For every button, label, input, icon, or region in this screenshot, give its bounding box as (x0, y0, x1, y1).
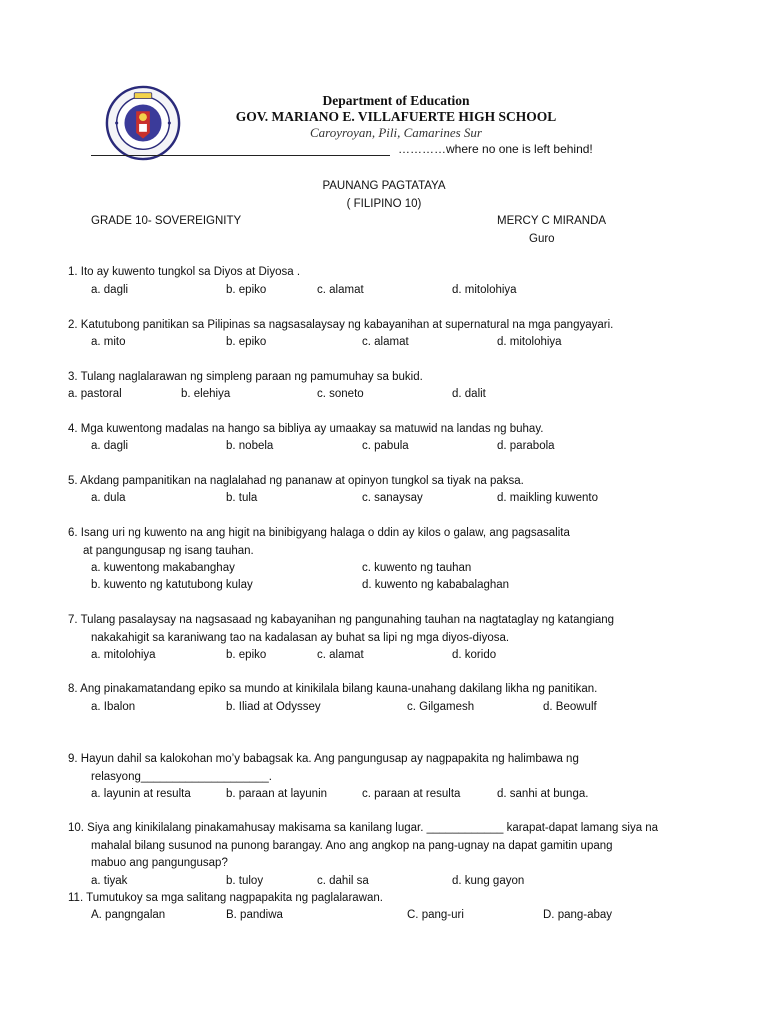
question-5: 5. Akdang pampanitikan na naglalahad ng pananaw at opinyon tungkol sa tiyak na paksa. (68, 475, 524, 487)
q5-option-d: d. maikling kuwento (497, 492, 598, 504)
department-heading: Department of Education (322, 93, 470, 108)
q6-option-a: a. kuwentong makabanghay (91, 562, 235, 574)
q5-option-b: b. tula (226, 492, 258, 504)
q6-option-b: b. kuwento ng katutubong kulay (91, 579, 253, 591)
header-rule (91, 155, 390, 156)
teacher-name: MERCY C MIRANDA (497, 215, 607, 227)
q11-option-c: C. pang-uri (407, 909, 464, 921)
q1-option-d: d. mitolohiya (452, 284, 517, 296)
q3-option-a: a. pastoral (68, 388, 122, 400)
q9-option-a: a. layunin at resulta (91, 788, 191, 800)
school-name: GOV. MARIANO E. VILLAFUERTE HIGH SCHOOL (235, 109, 557, 124)
q8-option-a: a. Ibalon (91, 701, 136, 713)
q11-option-d: D. pang-abay (543, 909, 613, 921)
question-10-cont-2: mabuo ang pangungusap? (91, 857, 228, 869)
question-8: 8. Ang pinakamatandang epiko sa mundo at kinikilala bilang kauna-unahang dakilang likha ng panitikan. (68, 683, 598, 695)
q10-option-c: c. dahil sa (317, 875, 369, 887)
question-11: 11. Tumutukoy sa mga salitang nagpapakita ng paglalarawan. (68, 892, 383, 904)
q11-option-a: A. pangngalan (91, 909, 166, 921)
q2-option-d: d. mitolohiya (497, 336, 562, 348)
exam-title: PAUNANG PAGTATAYA (322, 180, 446, 192)
q4-option-b: b. nobela (226, 440, 274, 452)
question-10-cont-1: mahalal bilang susunod na punong barangay. Ano ang angkop na pang-ugnay na dapat gamitin upang (91, 840, 613, 852)
q6-option-d: d. kuwento ng kababalaghan (362, 579, 510, 591)
q6-option-c: c. kuwento ng tauhan (362, 562, 472, 574)
q2-option-a: a. mito (91, 336, 126, 348)
q3-option-b: b. elehiya (181, 388, 231, 400)
q7-option-a: a. mitolohiya (91, 649, 156, 661)
teacher-role: Guro (529, 233, 555, 245)
q10-option-b: b. tuloy (226, 875, 264, 887)
q8-option-c: c. Gilgamesh (407, 701, 475, 713)
question-9-cont: relasyong____________________. (91, 771, 272, 783)
school-address: Caroyroyan, Pili, Camarines Sur (309, 125, 482, 140)
q10-option-d: d. kung gayon (452, 875, 525, 887)
q9-option-c: c. paraan at resulta (362, 788, 461, 800)
q4-option-a: a. dagli (91, 440, 129, 452)
grade-section: GRADE 10- SOVEREIGNITY (91, 215, 242, 227)
q11-option-b: B. pandiwa (226, 909, 283, 921)
q5-option-a: a. dula (91, 492, 126, 504)
q3-option-d: d. dalit (452, 388, 486, 400)
q7-option-c: c. alamat (317, 649, 364, 661)
q4-option-d: d. parabola (497, 440, 555, 452)
school-motto: …………where no one is left behind! (398, 142, 593, 156)
q7-option-d: d. korido (452, 649, 497, 661)
q7-option-b: b. epiko (226, 649, 267, 661)
question-6: 6. Isang uri ng kuwento na ang higit na binibigyang halaga o ddin ay kilos o galaw, ang pagsasalita (68, 527, 570, 539)
q9-option-d: d. sanhi at bunga. (497, 788, 589, 800)
q1-option-a: a. dagli (91, 284, 129, 296)
question-1: 1. Ito ay kuwento tungkol sa Diyos at Diyosa . (68, 266, 301, 278)
question-10: 10. Siya ang kinikilalang pinakamahusay makisama sa kanilang lugar. ____________ karapat-dapat lamang siya na (68, 822, 659, 834)
q1-option-c: c. alamat (317, 284, 364, 296)
question-7-cont: nakakahigit sa karaniwang tao na kadalasan ay buhat sa lipi ng mga diyos-diyosa. (91, 632, 510, 644)
question-3: 3. Tulang naglalarawan ng simpleng paraan ng pamumuhay sa bukid. (68, 371, 423, 383)
question-9: 9. Hayun dahil sa kalokohan mo’y babagsak ka. Ang pangungusap ay nagpapakita ng halimbawa ng (68, 753, 579, 765)
question-2: 2. Katutubong panitikan sa Pilipinas sa nagsasalaysay ng kabayanihan at supernatural na mga pangyayari. (68, 319, 614, 331)
q8-option-b: b. Iliad at Odyssey (226, 701, 321, 713)
q3-option-c: c. soneto (317, 388, 364, 400)
q2-option-b: b. epiko (226, 336, 267, 348)
q5-option-c: c. sanaysay (362, 492, 423, 504)
question-7: 7. Tulang pasalaysay na nagsasaad ng kabayanihan ng pangunahing tauhan na nagtataglay ng katangiang (68, 614, 615, 626)
q4-option-c: c. pabula (362, 440, 409, 452)
question-4: 4. Mga kuwentong madalas na hango sa bibliya ay umaakay sa matuwid na landas ng buhay. (68, 423, 544, 435)
q1-option-b: b. epiko (226, 284, 267, 296)
q10-option-a: a. tiyak (91, 875, 128, 887)
q8-option-d: d. Beowulf (543, 701, 597, 713)
q2-option-c: c. alamat (362, 336, 409, 348)
q9-option-b: b. paraan at layunin (226, 788, 328, 800)
exam-subject: ( FILIPINO 10) (346, 198, 422, 210)
question-6-cont: at pangungusap ng isang tauhan. (83, 545, 254, 557)
